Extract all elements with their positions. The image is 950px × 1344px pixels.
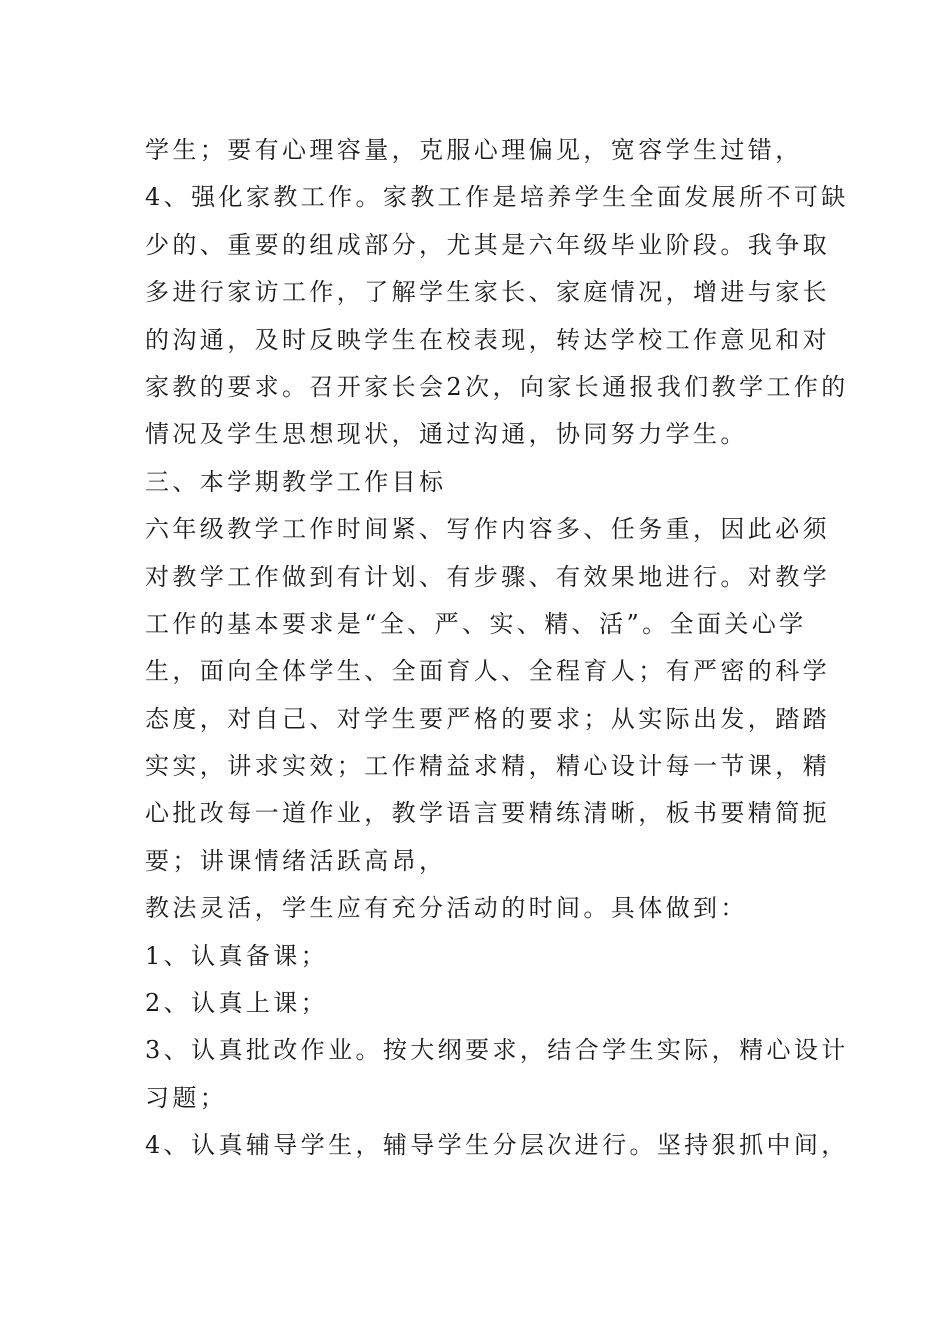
section-heading: 三、本学期教学工作目标 xyxy=(145,467,447,496)
text-line: 六年级教学工作时间紧、写作内容多、任务重，因此必须 xyxy=(145,515,830,544)
text-line: 要；讲课情绪活跃高昂， xyxy=(145,846,447,875)
text-line: 工作的基本要求是“全、严、实、精、活”。全面关心学 xyxy=(145,609,807,638)
text-line: 4、强化家教工作。家教工作是培养学生全面发展所不可缺 xyxy=(145,183,849,212)
text-line: 生，面向全体学生、全面育人、全程育人；有严密的科学 xyxy=(145,657,830,686)
text-line: 心批改每一道作业，教学语言要精练清晰，板书要精简扼 xyxy=(145,799,830,828)
text-line: 学生；要有心理容量，克服心理偏见，宽容学生过错， xyxy=(145,136,803,164)
document-text xyxy=(145,127,849,1170)
text-line: 教法灵活，学生应有充分活动的时间。具体做到： xyxy=(145,894,748,923)
text-line: 实实，讲求实效；工作精益求精，精心设计每一节课，精 xyxy=(145,752,830,781)
text-line: 少的、重要的组成部分，尤其是六年级毕业阶段。我争取 xyxy=(145,230,830,259)
list-item: 4、认真辅导学生，辅导学生分层次进行。坚持狠抓中间， xyxy=(145,1131,849,1160)
list-item: 1、认真备课； xyxy=(145,941,329,970)
text-line: 情况及学生思想现状，通过沟通，协同努力学生。 xyxy=(145,420,748,449)
text-line: 对教学工作做到有计划、有步骤、有效果地进行。对教学 xyxy=(145,562,830,591)
text-line: 家教的要求。召开家长会2次，向家长通报我们教学工作的 xyxy=(145,372,849,401)
text-line: 习题； xyxy=(145,1083,228,1112)
text-line: 的沟通，及时反映学生在校表现，转达学校工作意见和对 xyxy=(145,325,830,354)
list-item: 3、认真批改作业。按大纲要求，结合学生实际，精心设计 xyxy=(145,1036,849,1065)
text-line: 态度，对自己、对学生要严格的要求；从实际出发，踏踏 xyxy=(145,704,830,733)
list-item: 2、认真上课； xyxy=(145,989,329,1018)
text-line: 多进行家访工作，了解学生家长、家庭情况，增进与家长 xyxy=(145,278,830,307)
